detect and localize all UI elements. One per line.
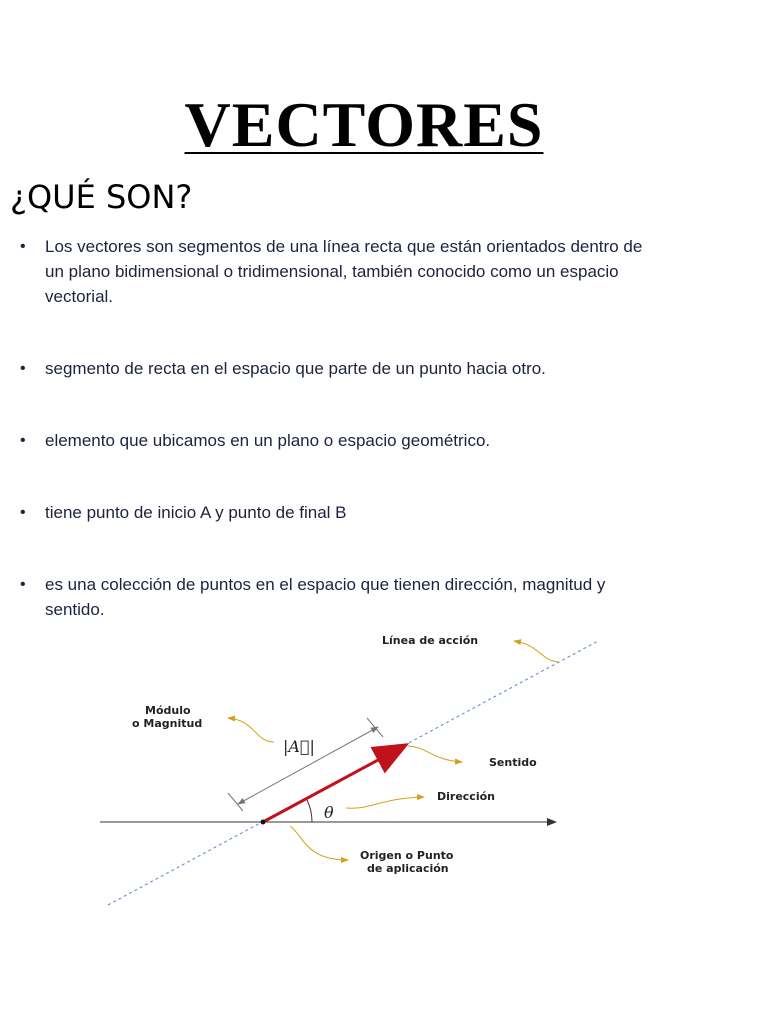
label-origen-line1: Origen o Punto: [360, 849, 454, 862]
bullet-text: segmento de recta en el espacio que parte de un punto hacia otro.: [45, 359, 546, 378]
bullet-icon: •: [20, 360, 26, 377]
bullet-text: es una colección de puntos en el espacio que tienen dirección, magnitud y sentido.: [45, 575, 606, 619]
label-modulo-line2: o Magnitud: [132, 717, 203, 730]
section-heading: ¿QUÉ SON?: [10, 178, 193, 216]
bullet-icon: •: [20, 238, 26, 255]
callout-direccion: [346, 797, 424, 808]
page-title: VECTORES: [184, 89, 544, 160]
label-direccion: Dirección: [437, 790, 495, 803]
bullet-icon: •: [20, 576, 26, 593]
callout-linea-accion: [514, 641, 558, 662]
label-linea-accion: Línea de acción: [382, 634, 479, 647]
bullet-icon: •: [20, 432, 26, 449]
label-modulo-line1: Módulo: [145, 704, 191, 717]
callout-origen: [290, 826, 348, 860]
bullet-text: tiene punto de inicio A y punto de final B: [45, 503, 347, 522]
label-origen-line2: de aplicación: [367, 862, 449, 875]
callout-modulo: [228, 718, 274, 742]
bullet-icon: •: [20, 504, 26, 521]
bullet-text: elemento que ubicamos en un plano o espacio geométrico.: [45, 431, 491, 450]
dimension-tick-end: [367, 718, 383, 737]
origin-point: [261, 820, 266, 825]
label-sentido: Sentido: [489, 756, 537, 769]
label-magnitude: |A⃗|: [283, 737, 315, 756]
angle-arc: [307, 800, 312, 822]
bullet-text: Los vectores son segmentos de una línea recta que están orientados dentro de un plano bidimensional o tridimensional, también conocido como un espacio vectorial.: [45, 237, 643, 306]
callout-sentido: [408, 746, 462, 762]
label-theta: θ: [324, 803, 334, 822]
